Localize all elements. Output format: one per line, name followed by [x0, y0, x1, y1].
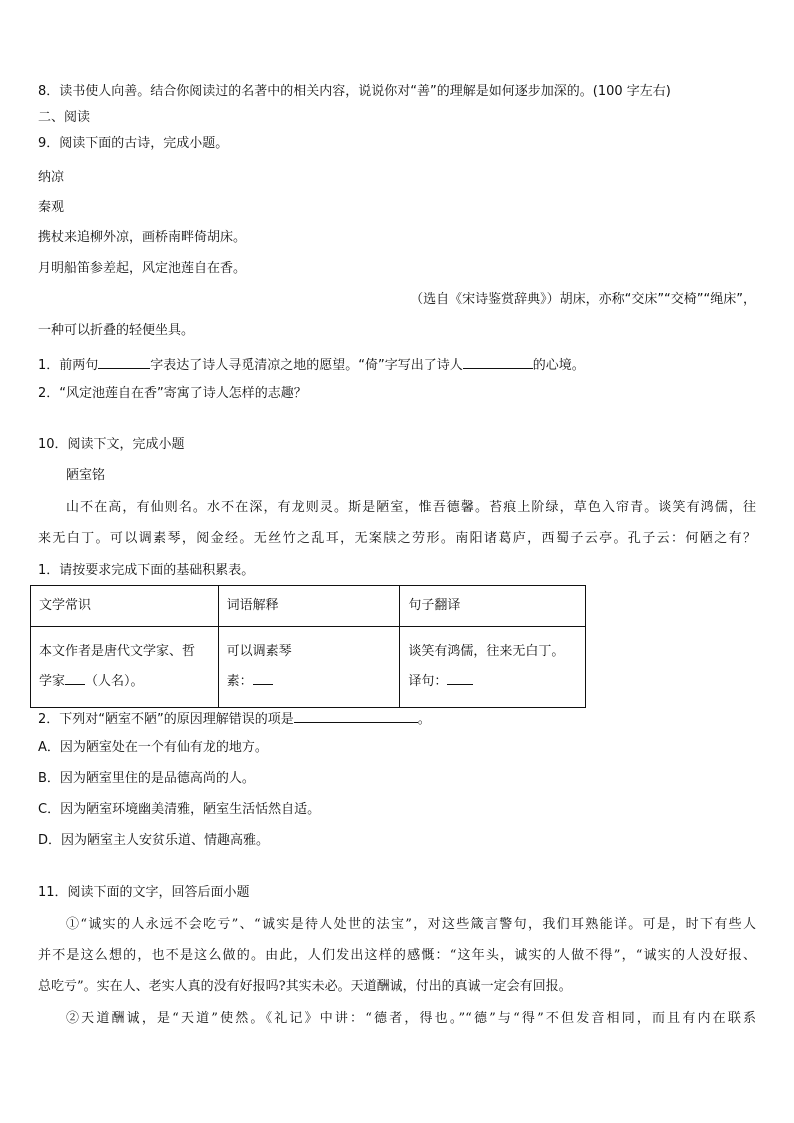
poem-author: 秦观: [38, 200, 65, 215]
answer-blank[interactable]: [294, 709, 418, 723]
passage-line-1: 山不在高，有仙则名。水不在深，有龙则灵。斯是陋室，惟吾德馨。苔痕上阶绿，草色入帘青。谈笑有鸿儒，往: [66, 500, 756, 515]
answer-blank[interactable]: [65, 671, 85, 685]
section-heading: 二、阅读: [38, 110, 91, 125]
question-10-sub-1: 1．请按要求完成下面的基础积累表。: [38, 563, 255, 578]
poem-note-continued: 一种可以折叠的轻便坐具。: [38, 323, 195, 338]
cell-text: 素：: [227, 667, 392, 697]
header-word-explanation: 词语解释: [218, 586, 400, 627]
question-9-sub-1: [38, 355, 585, 374]
answer-blank[interactable]: [447, 671, 473, 685]
passage-line: ②天道酬诚，是“天道”使然。《礼记》中讲：“德者，得也。”“德”与“得”不但发音相同，而且有内在联系: [66, 1011, 756, 1026]
poem-line-1: 携杖来追柳外凉，画桥南畔倚胡床。: [38, 230, 247, 245]
answer-blank[interactable]: [98, 355, 150, 369]
passage-title: 陋室铭: [66, 468, 106, 483]
header-literary-knowledge: 文学常识: [31, 586, 219, 627]
sub1-text-b: 字表达了诗人寻觅清凉之地的愿望。“倚”字写出了诗人: [150, 358, 463, 373]
table-header-row: [31, 586, 586, 627]
answer-blank[interactable]: [253, 671, 273, 685]
option-d: D．因为陋室主人安贫乐道、情趣高雅。: [38, 833, 270, 848]
answer-blank[interactable]: [463, 355, 533, 369]
passage-line-2: 来无白丁。可以调素琴，阅金经。无丝竹之乱耳，无案牍之劳形。南阳诸葛庐，西蜀子云亭。孔子云：何陋之有？: [38, 531, 756, 546]
poem-line-2: 月明船笛参差起，风定池莲自在香。: [38, 261, 247, 276]
question-9-prompt: 9．阅读下面的古诗，完成小题。: [38, 136, 229, 151]
cell-text: 本文作者是唐代文学家、哲: [39, 644, 196, 659]
sub1-text-a: 1．前两句: [38, 358, 99, 373]
passage-line: 并不是这么想的，也不是这么做的。由此，人们发出这样的感慨：“这年头，诚实的人做不得”，“诚实的人没好报、: [38, 948, 756, 963]
sub1-text-c: 的心境。: [532, 358, 585, 373]
option-b: B．因为陋室里住的是品德高尚的人。: [38, 771, 255, 786]
cell-text: 学家 （人名）。: [39, 667, 210, 697]
cell-literary-knowledge: [31, 627, 219, 708]
option-a: A．因为陋室处在一个有仙有龙的地方。: [38, 740, 268, 755]
question-11-prompt: 11．阅读下面的文字，回答后面小题: [38, 885, 250, 900]
cell-word-explanation: [218, 627, 400, 708]
option-c: C．因为陋室环境幽美清雅，陋室生活恬然自适。: [38, 802, 321, 817]
table-row: [31, 627, 586, 708]
header-sentence-translation: 句子翻译: [400, 586, 586, 627]
question-10-sub-2: 2．下列对“陋室不陋”的原因理解错误的项是 。: [38, 709, 431, 728]
cell-text: 译句：: [408, 667, 577, 697]
cell-text: 谈笑有鸿儒，往来无白丁。: [408, 644, 565, 659]
poem-note: （选自《宋诗鉴赏辞典》）胡床，亦称“交床”“交椅”“绳床”，: [410, 292, 756, 307]
poem-title: 纳凉: [38, 170, 65, 185]
question-9-sub-2: 2．“风定池莲自在香”寄寓了诗人怎样的志趣？: [38, 386, 307, 401]
cell-sentence-translation: [400, 627, 586, 708]
cell-text: 可以调素琴: [226, 644, 292, 659]
passage-line: ①“诚实的人永远不会吃亏”、“诚实是待人处世的法宝”，对这些箴言警句，我们耳熟能详。可是，时下有些人: [66, 917, 756, 932]
question-8: 8．读书使人向善。结合你阅读过的名著中的相关内容，说说你对“善”的理解是如何逐步加深的。(100 字左右): [38, 84, 671, 99]
knowledge-table: [30, 585, 586, 708]
passage-line: 总吃亏”。实在人、老实人真的没有好报吗?其实未必。天道酬诚，付出的真诚一定会有回报。: [38, 979, 572, 994]
question-10-prompt: 10．阅读下文，完成小题: [38, 437, 185, 452]
sub2-text: 2．下列对“陋室不陋”的原因理解错误的项是: [38, 712, 294, 727]
